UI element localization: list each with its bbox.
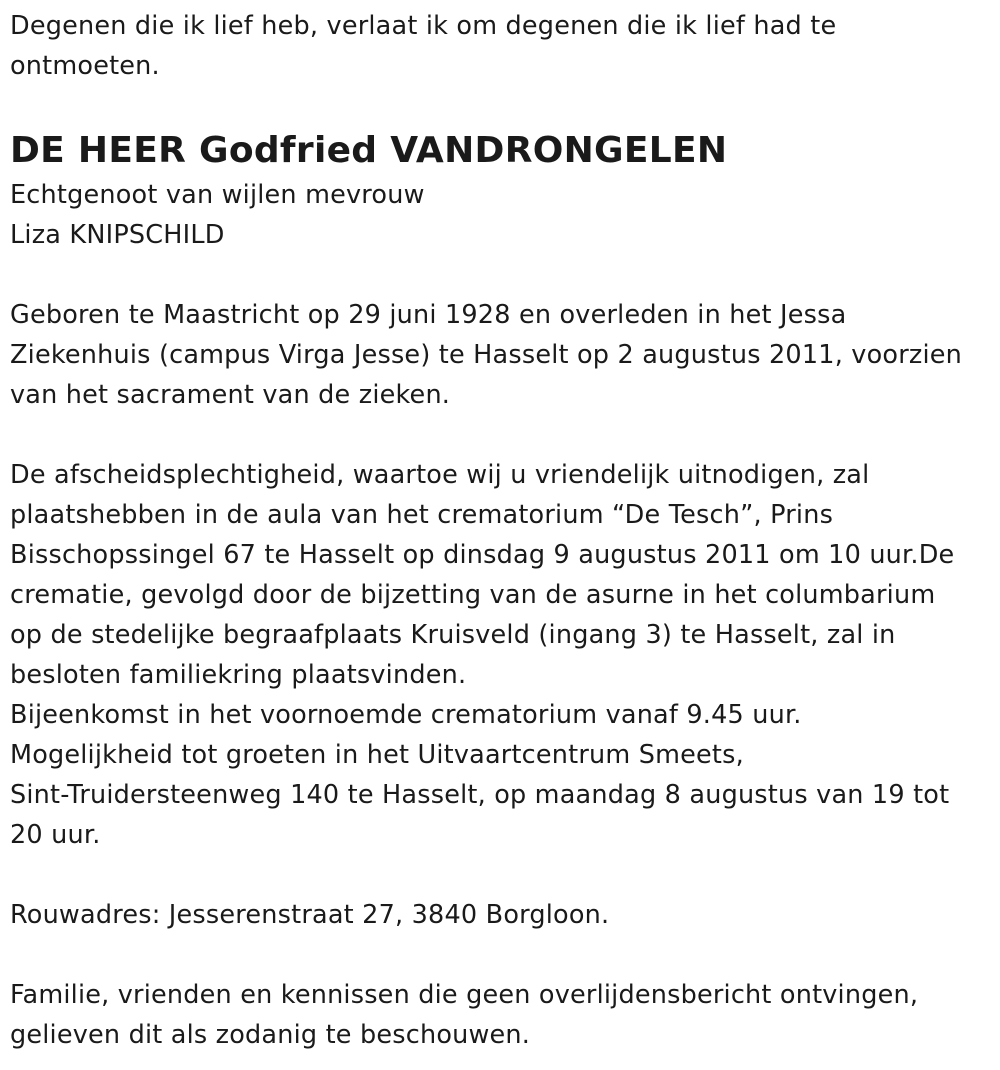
- spacer: [10, 255, 990, 295]
- paragraph-line: plaatshebben in de aula van het crematorium “De Tesch”, Prins: [10, 500, 834, 530]
- paragraph-line: Mogelijkheid tot groeten in het Uitvaartcentrum Smeets,: [10, 740, 744, 770]
- spouse-info: [10, 175, 990, 255]
- spacer: [10, 855, 990, 895]
- paragraph-line: Bisschopssingel 67 te Hasselt op dinsdag 9 augustus 2011 om 10 uur.De: [10, 540, 955, 570]
- mourning-address: Rouwadres: Jesserenstraat 27, 3840 Borgloon.: [10, 900, 610, 930]
- motto-quote: [10, 6, 990, 86]
- paragraph-line: 20 uur.: [10, 820, 101, 850]
- motto-line: ontmoeten.: [10, 51, 160, 81]
- paragraph-line: Familie, vrienden en kennissen die geen overlijdensbericht ontvingen,: [10, 980, 919, 1010]
- birth-death-paragraph: [10, 295, 990, 415]
- paragraph-line: van het sacrament van de zieken.: [10, 380, 451, 410]
- paragraph-line: gelieven dit als zodanig te beschouwen.: [10, 1020, 531, 1050]
- spacer: [10, 935, 990, 975]
- paragraph-line: besloten familiekring plaatsvinden.: [10, 660, 467, 690]
- closing-paragraph: [10, 975, 990, 1055]
- paragraph-line: Bijeenkomst in het voornoemde crematorium vanaf 9.45 uur.: [10, 700, 802, 730]
- spacer: [10, 415, 990, 455]
- paragraph-line: Ziekenhuis (campus Virga Jesse) te Hasselt op 2 augustus 2011, voorzien: [10, 340, 963, 370]
- ceremony-paragraph: [10, 455, 990, 855]
- motto-line: Degenen die ik lief heb, verlaat ik om degenen die ik lief had te: [10, 11, 837, 41]
- spouse-line: Liza KNIPSCHILD: [10, 220, 225, 250]
- paragraph-line: De afscheidsplechtigheid, waartoe wij u vriendelijk uitnodigen, zal: [10, 460, 870, 490]
- paragraph-line: Geboren te Maastricht op 29 juni 1928 en overleden in het Jessa: [10, 300, 847, 330]
- paragraph-line: crematie, gevolgd door de bijzetting van de asurne in het columbarium: [10, 580, 936, 610]
- paragraph-line: Sint-Truidersteenweg 140 te Hasselt, op maandag 8 augustus van 19 tot: [10, 780, 950, 810]
- paragraph-line: op de stedelijke begraafplaats Kruisveld (ingang 3) te Hasselt, zal in: [10, 620, 896, 650]
- deceased-name: DE HEER Godfried VANDRONGELEN: [10, 130, 728, 171]
- spouse-line: Echtgenoot van wijlen mevrouw: [10, 180, 425, 210]
